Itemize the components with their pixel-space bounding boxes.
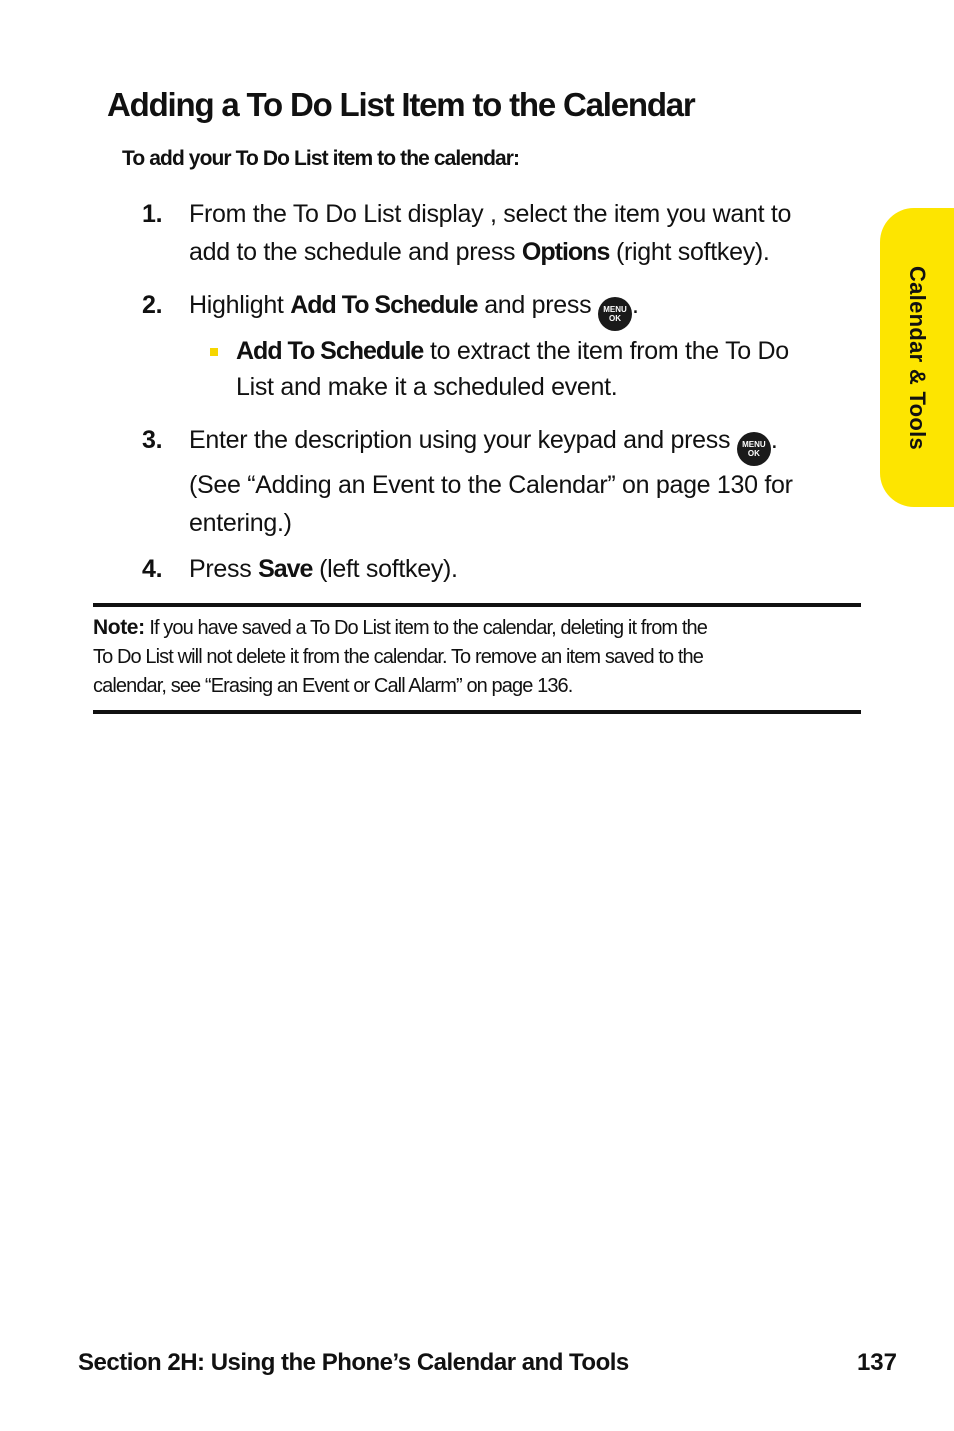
step-text: Press <box>189 555 259 583</box>
page-title: Adding a To Do List Item to the Calendar <box>107 86 695 123</box>
step-text: add to the schedule and press <box>189 238 522 266</box>
side-tab-label: Calendar & Tools <box>905 265 930 450</box>
note-box <box>93 603 861 714</box>
step-number: 4. <box>142 555 163 583</box>
step-text: From the To Do List display , select the item you want to <box>189 200 792 228</box>
step-text: Enter the description using your keypad and press <box>189 426 731 454</box>
footer-section-title: Section 2H: Using the Phone’s Calendar and Tools <box>78 1349 629 1376</box>
step-text: and press <box>477 291 592 319</box>
note-text: If you have saved a To Do List item to the calendar, deleting it from the <box>144 617 707 639</box>
step-number: 3. <box>142 426 163 454</box>
step-text: (right softkey). <box>609 238 770 266</box>
step-text: Highlight <box>189 291 291 319</box>
menu-ok-key-icon: MENU OK <box>737 432 771 466</box>
bullet-text: to extract the item from the To Do <box>423 337 789 365</box>
note-text: To Do List will not delete it from the calendar. To remove an item saved to the <box>93 646 703 668</box>
step-4 <box>142 550 862 588</box>
menu-ok-key-icon: MENU OK <box>598 297 632 331</box>
step-text: (See “Adding an Event to the Calendar” on page 130 for <box>189 471 793 499</box>
note-text: calendar, see “Erasing an Event or Call Alarm” on page 136. <box>93 675 573 697</box>
add-to-schedule-label: Add To Schedule <box>236 337 424 365</box>
page-number: 137 <box>856 1349 897 1376</box>
procedure-heading: To add your To Do List item to the calendar: <box>122 147 520 170</box>
section-side-tab <box>880 208 954 507</box>
note-label: Note: <box>93 616 145 639</box>
step-2-bullet <box>210 333 850 405</box>
save-softkey-label: Save <box>258 555 313 583</box>
step-number: 2. <box>142 291 163 319</box>
options-softkey-label: Options <box>521 238 610 266</box>
add-to-schedule-label: Add To Schedule <box>290 291 478 319</box>
step-2: 2. Highlight Add To Schedule and press MENU OK . <box>142 286 862 331</box>
bullet-square-icon <box>210 348 218 356</box>
step-1 <box>142 195 862 271</box>
step-number: 1. <box>142 200 163 228</box>
step-3: 3. Enter the description using your keypad and press MENU OK . (See “Adding an Event to the Calendar” on page 130 for entering.) <box>142 421 862 542</box>
step-text: entering.) <box>189 509 292 537</box>
bullet-text: List and make it a scheduled event. <box>236 373 618 401</box>
step-text: (left softkey). <box>312 555 458 583</box>
